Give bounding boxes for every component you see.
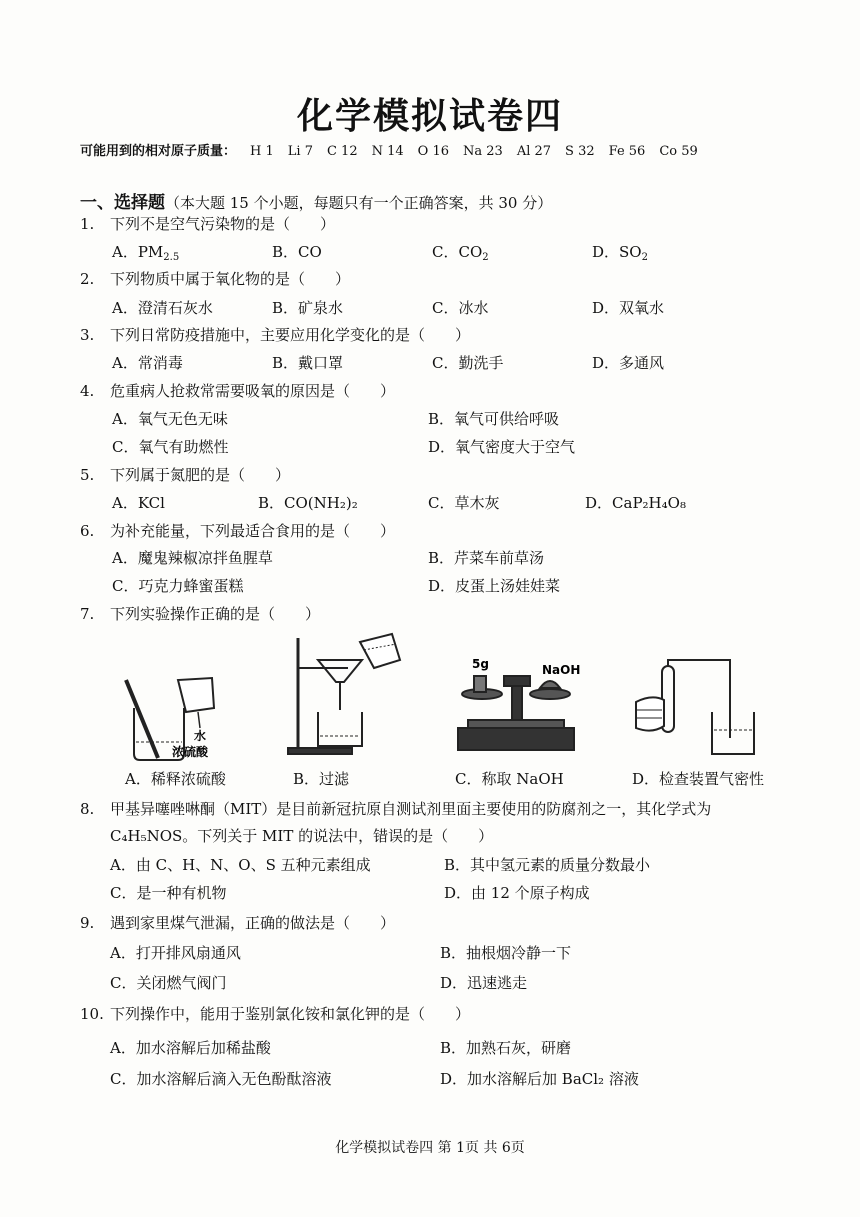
option: C．$CO_2$ [432, 243, 489, 263]
option: A．常消毒 [112, 354, 183, 372]
question-text: 危重病人抢救常需要吸氧的原因是（ ） [110, 382, 396, 400]
page-title: 化学模拟试卷四 [296, 95, 563, 137]
question-text: 下列属于氮肥的是（ ） [110, 466, 291, 484]
option: C．加水溶解后滴入无色酚酞溶液 [110, 1070, 332, 1088]
figure-label-weight: 5g [472, 657, 489, 671]
question-text: 甲基异噻唑啉酮（MIT）是目前新冠抗原自测试剂里面主要使用的防腐剂之一，其化学式为 [110, 800, 712, 818]
option: D．氧气密度大于空气 [428, 438, 576, 456]
option: B．其中氢元素的质量分数最小 [444, 856, 651, 874]
option: D．加水溶解后加 BaCl₂ 溶液 [440, 1070, 639, 1088]
option: B．矿泉水 [272, 299, 344, 317]
question-10 [80, 1003, 470, 1024]
question-text: 遇到家里煤气泄漏，正确的做法是（ ） [110, 914, 396, 932]
question-8 [80, 798, 711, 819]
question-number: 3. [80, 326, 95, 344]
atomic-mass-item: Na 23 [463, 144, 503, 159]
option: C．是一种有机物 [110, 884, 227, 902]
question-8-continued: C₄H₅NOS。下列关于 MIT 的说法中，错误的是（ ） [110, 827, 494, 845]
question-9 [80, 912, 395, 933]
option: C．冰水 [432, 299, 489, 317]
option: B．CO(NH₂)₂ [258, 494, 358, 512]
page-footer: 化学模拟试卷四 第 1页 共 6页 [335, 1140, 525, 1156]
option: C．关闭燃气阀门 [110, 974, 227, 992]
question-number: 9. [80, 914, 95, 932]
atomic-mass-item: Fe 56 [608, 144, 646, 159]
question-number: 8. [80, 800, 95, 818]
experiment-figures [112, 630, 802, 765]
option: D．迅速逃走 [440, 974, 528, 992]
option: B．氧气可供给呼吸 [428, 410, 560, 428]
question-4 [80, 380, 395, 401]
option: A．KCl [112, 494, 165, 512]
option: A．氧气无色无味 [112, 410, 228, 428]
option: D．$SO_2$ [592, 243, 648, 263]
question-number: 10. [80, 1005, 104, 1023]
question-text: 下列操作中，能用于鉴别氯化铵和氯化钾的是（ ） [110, 1005, 471, 1023]
question-5 [80, 464, 290, 485]
figure-label-water: 水 [194, 729, 207, 743]
question-text: 下列不是空气污染物的是（ ） [110, 215, 336, 233]
question-1 [80, 213, 335, 234]
atomic-mass-item: O 16 [417, 144, 449, 159]
question-number: 2. [80, 270, 95, 288]
question-6 [80, 520, 395, 541]
option: A．魔鬼辣椒凉拌鱼腥草 [112, 549, 273, 567]
atomic-mass-item: N 14 [371, 144, 404, 159]
option: D．双氧水 [592, 299, 665, 317]
atomic-masses-label: 可能用到的相对原子质量： [80, 144, 237, 159]
atomic-mass-item: C 12 [326, 144, 358, 159]
option: B．抽根烟冷静一下 [440, 944, 572, 962]
option: C．勤洗手 [432, 354, 504, 372]
question-number: 1. [80, 215, 95, 233]
option: A．打开排风扇通风 [110, 944, 241, 962]
question-2 [80, 268, 350, 289]
atomic-mass-item: Li 7 [287, 144, 313, 159]
option: A．$PM_{2.5}$ [112, 243, 180, 263]
option: A．稀释浓硫酸 [125, 770, 226, 788]
option: A．澄清石灰水 [112, 299, 213, 317]
atomic-mass-item: Co 59 [659, 144, 698, 159]
question-3 [80, 324, 470, 345]
option: D．皮蛋上汤娃娃菜 [428, 577, 561, 595]
atomic-mass-item: S 32 [565, 144, 595, 159]
question-text: 下列物质中属于氧化物的是（ ） [110, 270, 351, 288]
figure-label-acid: 浓硫酸 [172, 745, 209, 759]
option: D．检查装置气密性 [632, 770, 765, 788]
figure-airtightness [636, 660, 754, 754]
option: C．称取 NaOH [455, 770, 564, 788]
question-number: 4. [80, 382, 95, 400]
option: D．由 12 个原子构成 [444, 884, 590, 902]
option: C．氧气有助燃性 [112, 438, 229, 456]
question-text: 下列实验操作正确的是（ ） [110, 605, 321, 623]
question-7 [80, 603, 320, 624]
question-text: 下列日常防疫措施中，主要应用化学变化的是（ ） [110, 326, 471, 344]
option: B．过滤 [293, 770, 350, 788]
section-name: 一、选择题 [80, 193, 165, 213]
figure-label-naoh: NaOH [542, 663, 581, 677]
figure-filtration [288, 634, 400, 754]
option: C．巧克力蜂蜜蛋糕 [112, 577, 244, 595]
option: B．戴口罩 [272, 354, 344, 372]
section-note: （本大题 15 个小题，每题只有一个正确答案，共 30 分） [165, 194, 553, 212]
option: C．草木灰 [428, 494, 500, 512]
atomic-mass-item: H 1 [250, 144, 274, 159]
option: B．CO [272, 243, 322, 261]
question-number: 6. [80, 522, 95, 540]
option: D．多通风 [592, 354, 665, 372]
question-number: 7. [80, 605, 95, 623]
atomic-mass-item: Al 27 [516, 144, 552, 159]
section-heading [80, 188, 552, 213]
option: D．CaP₂H₄O₈ [585, 494, 686, 512]
figure-balance [458, 676, 574, 750]
question-number: 5. [80, 466, 95, 484]
option: B．加熟石灰，研磨 [440, 1039, 572, 1057]
option: B．芹菜车前草汤 [428, 549, 545, 567]
question-text: 为补充能量，下列最适合食用的是（ ） [110, 522, 396, 540]
atomic-masses [80, 140, 698, 159]
option: A．由 C、H、N、O、S 五种元素组成 [110, 856, 371, 874]
option: A．加水溶解后加稀盐酸 [110, 1039, 271, 1057]
